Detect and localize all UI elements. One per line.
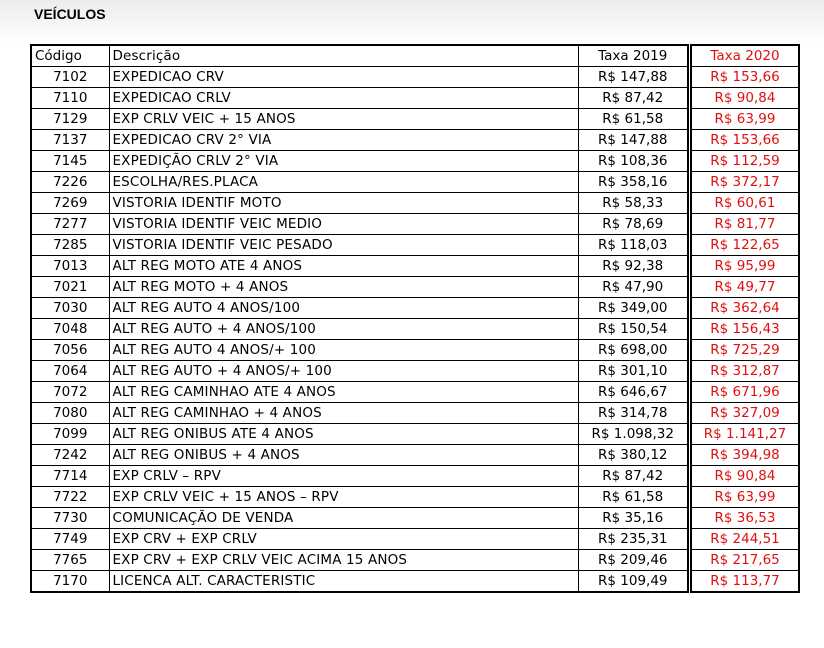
table-row xyxy=(31,382,799,403)
cell-tax-2020: R$ 362,64 xyxy=(691,298,799,319)
cell-description: EXPEDICAO CRLV xyxy=(109,88,578,109)
cell-code: 7064 xyxy=(31,361,109,382)
cell-tax-2020: R$ 36,53 xyxy=(691,508,799,529)
cell-tax-2019: R$ 1.098,32 xyxy=(578,424,688,445)
cell-code: 7749 xyxy=(31,529,109,550)
cell-description: EXPEDICAO CRV xyxy=(109,67,578,88)
table-row xyxy=(31,256,799,277)
cell-description: EXP CRLV – RPV xyxy=(109,466,578,487)
cell-tax-2019: R$ 358,16 xyxy=(578,172,688,193)
cell-tax-2019: R$ 35,16 xyxy=(578,508,688,529)
table-row xyxy=(31,67,799,88)
cell-description: ALT REG MOTO ATE 4 ANOS xyxy=(109,256,578,277)
cell-tax-2020: R$ 372,17 xyxy=(691,172,799,193)
table-row xyxy=(31,130,799,151)
table-row xyxy=(31,214,799,235)
cell-description: VISTORIA IDENTIF VEIC MEDIO xyxy=(109,214,578,235)
cell-tax-2019: R$ 380,12 xyxy=(578,445,688,466)
cell-tax-2020: R$ 312,87 xyxy=(691,361,799,382)
cell-tax-2020: R$ 49,77 xyxy=(691,277,799,298)
cell-description: ALT REG AUTO 4 ANOS/+ 100 xyxy=(109,340,578,361)
table-row xyxy=(31,424,799,445)
cell-description: ALT REG CAMINHAO ATE 4 ANOS xyxy=(109,382,578,403)
table-row xyxy=(31,403,799,424)
cell-description: EXP CRV + EXP CRLV VEIC ACIMA 15 ANOS xyxy=(109,550,578,571)
table-row xyxy=(31,487,799,508)
cell-tax-2020: R$ 153,66 xyxy=(691,67,799,88)
cell-code: 7730 xyxy=(31,508,109,529)
cell-description: LICENCA ALT. CARACTERISTIC xyxy=(109,571,578,593)
cell-tax-2020: R$ 90,84 xyxy=(691,466,799,487)
cell-code: 7048 xyxy=(31,319,109,340)
cell-tax-2019: R$ 87,42 xyxy=(578,88,688,109)
cell-tax-2020: R$ 81,77 xyxy=(691,214,799,235)
cell-description: EXP CRLV VEIC + 15 ANOS – RPV xyxy=(109,487,578,508)
page-title: VEÍCULOS xyxy=(34,6,106,22)
cell-code: 7765 xyxy=(31,550,109,571)
cell-description: EXP CRV + EXP CRLV xyxy=(109,529,578,550)
cell-tax-2020: R$ 63,99 xyxy=(691,487,799,508)
table-row xyxy=(31,298,799,319)
cell-code: 7137 xyxy=(31,130,109,151)
table-row xyxy=(31,550,799,571)
cell-tax-2020: R$ 112,59 xyxy=(691,151,799,172)
cell-description: ALT REG AUTO + 4 ANOS/+ 100 xyxy=(109,361,578,382)
cell-tax-2020: R$ 725,29 xyxy=(691,340,799,361)
table-row xyxy=(31,361,799,382)
table-row xyxy=(31,151,799,172)
cell-code: 7013 xyxy=(31,256,109,277)
cell-tax-2020: R$ 244,51 xyxy=(691,529,799,550)
cell-description: ALT REG MOTO + 4 ANOS xyxy=(109,277,578,298)
cell-description: VISTORIA IDENTIF MOTO xyxy=(109,193,578,214)
cell-description: EXPEDICAO CRV 2° VIA xyxy=(109,130,578,151)
cell-tax-2019: R$ 646,67 xyxy=(578,382,688,403)
cell-tax-2020: R$ 122,65 xyxy=(691,235,799,256)
header-tax-2019: Taxa 2019 xyxy=(578,45,688,67)
page-header-band xyxy=(0,0,824,44)
cell-code: 7021 xyxy=(31,277,109,298)
cell-description: EXPEDIÇÃO CRLV 2° VIA xyxy=(109,151,578,172)
cell-tax-2019: R$ 314,78 xyxy=(578,403,688,424)
cell-tax-2019: R$ 92,38 xyxy=(578,256,688,277)
cell-code: 7056 xyxy=(31,340,109,361)
header-tax-2020: Taxa 2020 xyxy=(691,45,799,67)
table-row xyxy=(31,319,799,340)
cell-tax-2020: R$ 113,77 xyxy=(691,571,799,593)
cell-tax-2019: R$ 349,00 xyxy=(578,298,688,319)
cell-code: 7285 xyxy=(31,235,109,256)
cell-code: 7277 xyxy=(31,214,109,235)
cell-code: 7080 xyxy=(31,403,109,424)
cell-description: COMUNICAÇÃO DE VENDA xyxy=(109,508,578,529)
cell-tax-2019: R$ 698,00 xyxy=(578,340,688,361)
table-row xyxy=(31,571,799,593)
cell-tax-2019: R$ 47,90 xyxy=(578,277,688,298)
cell-code: 7714 xyxy=(31,466,109,487)
cell-description: ALT REG CAMINHAO + 4 ANOS xyxy=(109,403,578,424)
table-row xyxy=(31,529,799,550)
cell-description: ALT REG AUTO + 4 ANOS/100 xyxy=(109,319,578,340)
cell-code: 7242 xyxy=(31,445,109,466)
cell-code: 7110 xyxy=(31,88,109,109)
cell-tax-2020: R$ 90,84 xyxy=(691,88,799,109)
table-row xyxy=(31,193,799,214)
cell-description: ESCOLHA/RES.PLACA xyxy=(109,172,578,193)
table-row xyxy=(31,109,799,130)
cell-code: 7072 xyxy=(31,382,109,403)
cell-tax-2020: R$ 60,61 xyxy=(691,193,799,214)
cell-code: 7145 xyxy=(31,151,109,172)
cell-tax-2019: R$ 150,54 xyxy=(578,319,688,340)
cell-tax-2019: R$ 78,69 xyxy=(578,214,688,235)
table-row xyxy=(31,235,799,256)
cell-code: 7129 xyxy=(31,109,109,130)
cell-code: 7170 xyxy=(31,571,109,593)
cell-tax-2020: R$ 95,99 xyxy=(691,256,799,277)
cell-description: ALT REG AUTO 4 ANOS/100 xyxy=(109,298,578,319)
cell-description: VISTORIA IDENTIF VEIC PESADO xyxy=(109,235,578,256)
table-header-row xyxy=(31,45,799,67)
cell-code: 7226 xyxy=(31,172,109,193)
cell-tax-2020: R$ 394,98 xyxy=(691,445,799,466)
cell-code: 7102 xyxy=(31,67,109,88)
cell-tax-2019: R$ 301,10 xyxy=(578,361,688,382)
table-row xyxy=(31,88,799,109)
cell-description: ALT REG ONIBUS + 4 ANOS xyxy=(109,445,578,466)
header-code: Código xyxy=(31,45,109,67)
table-row xyxy=(31,340,799,361)
cell-tax-2020: R$ 327,09 xyxy=(691,403,799,424)
cell-tax-2019: R$ 61,58 xyxy=(578,109,688,130)
table-row xyxy=(31,277,799,298)
cell-code: 7722 xyxy=(31,487,109,508)
cell-code: 7269 xyxy=(31,193,109,214)
cell-tax-2019: R$ 109,49 xyxy=(578,571,688,593)
cell-tax-2020: R$ 671,96 xyxy=(691,382,799,403)
cell-tax-2019: R$ 87,42 xyxy=(578,466,688,487)
cell-tax-2019: R$ 108,36 xyxy=(578,151,688,172)
cell-tax-2020: R$ 156,43 xyxy=(691,319,799,340)
cell-tax-2019: R$ 58,33 xyxy=(578,193,688,214)
header-description: Descrição xyxy=(109,45,578,67)
cell-tax-2019: R$ 147,88 xyxy=(578,130,688,151)
cell-tax-2020: R$ 153,66 xyxy=(691,130,799,151)
cell-description: ALT REG ONIBUS ATE 4 ANOS xyxy=(109,424,578,445)
cell-description: EXP CRLV VEIC + 15 ANOS xyxy=(109,109,578,130)
cell-tax-2019: R$ 61,58 xyxy=(578,487,688,508)
cell-tax-2020: R$ 63,99 xyxy=(691,109,799,130)
table-row xyxy=(31,466,799,487)
cell-tax-2019: R$ 147,88 xyxy=(578,67,688,88)
cell-code: 7030 xyxy=(31,298,109,319)
table-row xyxy=(31,508,799,529)
fees-table xyxy=(30,44,800,593)
cell-code: 7099 xyxy=(31,424,109,445)
cell-tax-2020: R$ 1.141,27 xyxy=(691,424,799,445)
table-row xyxy=(31,445,799,466)
cell-tax-2020: R$ 217,65 xyxy=(691,550,799,571)
table-row xyxy=(31,172,799,193)
cell-tax-2019: R$ 118,03 xyxy=(578,235,688,256)
cell-tax-2019: R$ 235,31 xyxy=(578,529,688,550)
cell-tax-2019: R$ 209,46 xyxy=(578,550,688,571)
